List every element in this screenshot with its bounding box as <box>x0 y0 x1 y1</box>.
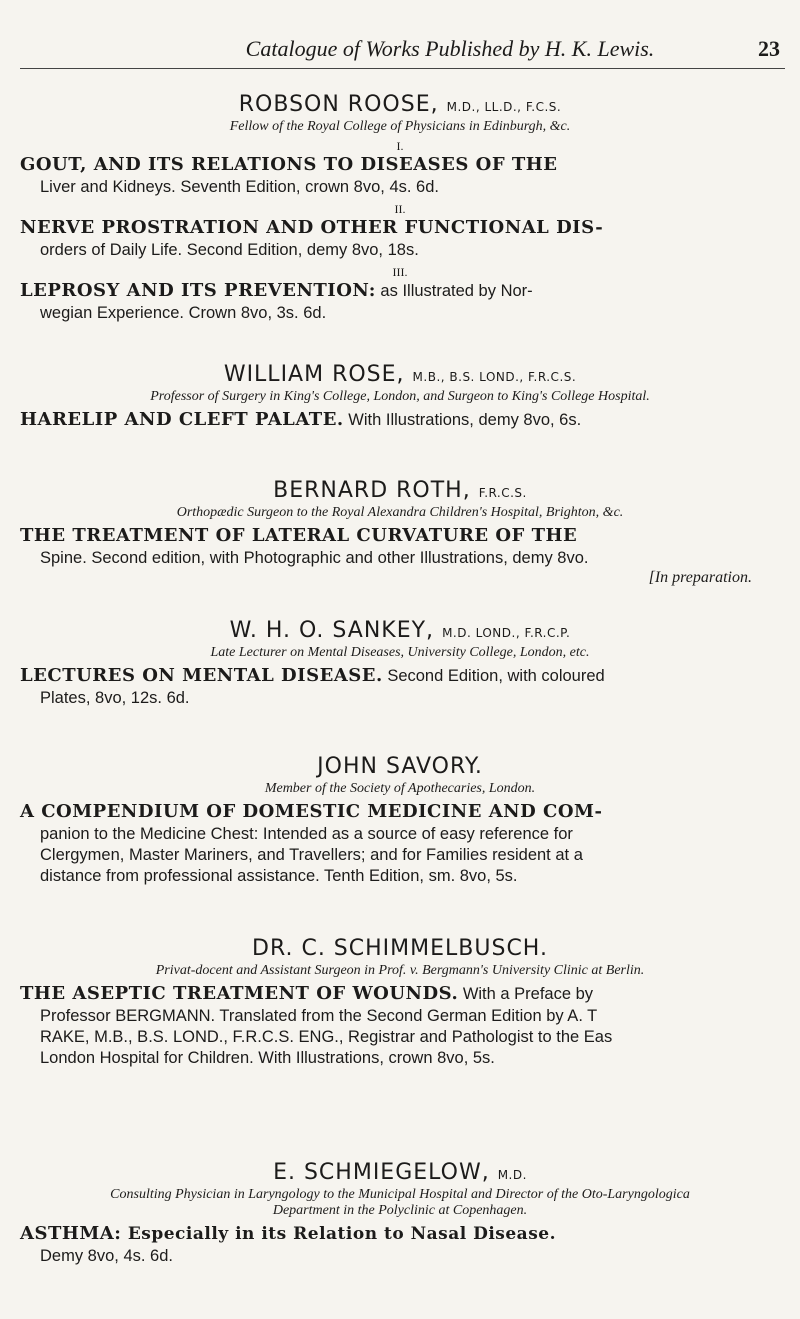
work-details: distance from professional assistance. Tenth Edition, sm. 8vo, 5s. <box>40 867 518 885</box>
author-credentials: M.D. <box>497 1168 527 1182</box>
work-item <box>0 154 800 198</box>
running-title: Catalogue of Works Published by H. K. Lewis. <box>245 36 655 61</box>
page-number: 23 <box>758 36 780 61</box>
work-details: Demy 8vo, 4s. 6d. <box>40 1247 173 1265</box>
work-numeral: I. <box>396 139 404 153</box>
work-title: THE ASEPTIC TREATMENT OF WOUNDS. <box>20 983 459 1004</box>
author-name: W. H. O. SANKEY, <box>229 618 435 643</box>
header-rule <box>20 68 785 69</box>
work-item <box>0 1223 800 1267</box>
entry-bernard-roth <box>0 478 800 587</box>
author-affiliation: Member of the Society of Apothecaries, London. <box>264 781 536 796</box>
work-title: LECTURES ON MENTAL DISEASE. <box>20 665 383 686</box>
work-title: A COMPENDIUM OF DOMESTIC MEDICINE AND COM- <box>20 801 603 822</box>
author-name: ROBSON ROOSE, <box>238 92 439 117</box>
work-details: Professor BERGMANN. Translated from the Second German Edition by A. T <box>40 1007 598 1025</box>
work-details: With Illustrations, demy 8vo, 6s. <box>343 411 582 429</box>
author-affiliation: Consulting Physician in Laryngology to the Municipal Hospital and Director of the Oto-Laryngologica <box>110 1187 690 1202</box>
author-affiliation: Professor of Surgery in King's College, London, and Surgeon to King's College Hospital. <box>150 389 650 404</box>
work-subtitle: as Illustrated by Nor- <box>375 282 533 300</box>
preparation-note: [In preparation. <box>648 569 752 586</box>
work-item <box>0 665 800 709</box>
work-title: ASTHMA: <box>20 1223 122 1244</box>
author-credentials: M.D., LL.D., F.C.S. <box>446 100 562 114</box>
author-credentials: M.D. LOND., F.R.C.P. <box>442 626 571 640</box>
work-details: orders of Daily Life. Second Edition, demy 8vo, 18s. <box>40 241 419 259</box>
work-details: Clergymen, Master Mariners, and Travellers; and for Families resident at a <box>40 846 583 864</box>
work-details: Spine. Second edition, with Photographic and other Illustrations, demy 8vo. <box>40 549 589 567</box>
work-title: THE TREATMENT OF LATERAL CURVATURE OF THE <box>20 525 578 546</box>
author-name: E. SCHMIEGELOW, <box>273 1160 490 1185</box>
work-details: panion to the Medicine Chest: Intended as a source of easy reference for <box>40 825 573 843</box>
author-affiliation: Late Lecturer on Mental Diseases, University College, London, etc. <box>210 645 590 660</box>
work-item <box>0 409 800 432</box>
author-name: BERNARD ROTH, <box>273 478 471 503</box>
entry-schimmelbusch <box>0 936 800 1069</box>
work-numeral: III. <box>392 265 408 279</box>
author-affiliation: Privat-docent and Assistant Surgeon in Prof. v. Bergmann's University Clinic at Berlin. <box>155 963 645 978</box>
work-title: HARELIP AND CLEFT PALATE. <box>20 409 344 430</box>
author-name: WILLIAM ROSE, <box>223 362 405 387</box>
work-item <box>0 983 800 1069</box>
author-credentials: M.B., B.S. LOND., F.R.C.S. <box>412 370 577 384</box>
work-title: LEPROSY AND ITS PREVENTION: <box>20 280 376 301</box>
author-affiliation: Fellow of the Royal College of Physicians in Edinburgh, &c. <box>229 119 571 134</box>
work-subtitle: Especially in its Relation to Nasal Disease. <box>121 1224 557 1244</box>
work-title: NERVE PROSTRATION AND OTHER FUNCTIONAL DIS- <box>20 217 604 238</box>
entry-schmiegelow <box>0 1160 800 1267</box>
work-details: RAKE, M.B., B.S. LOND., F.R.C.S. ENG., Registrar and Pathologist to the Eas <box>40 1028 613 1046</box>
entry-robson-roose <box>0 92 800 324</box>
author-affiliation-line2: Department in the Polyclinic at Copenhagen. <box>272 1203 528 1218</box>
author-name: JOHN SAVORY. <box>317 754 483 779</box>
entry-sankey <box>0 618 800 709</box>
work-details: London Hospital for Children. With Illustrations, crown 8vo, 5s. <box>40 1049 495 1067</box>
author-affiliation: Orthopædic Surgeon to the Royal Alexandra Children's Hospital, Brighton, &c. <box>176 505 624 520</box>
work-title: GOUT, AND ITS RELATIONS TO DISEASES OF THE <box>20 154 558 175</box>
work-subtitle: With a Preface by <box>458 985 594 1003</box>
author-name: DR. C. SCHIMMELBUSCH. <box>252 936 548 961</box>
work-item <box>0 801 800 887</box>
entry-john-savory <box>0 754 800 887</box>
work-details: Liver and Kidneys. Seventh Edition, crown 8vo, 4s. 6d. <box>40 178 439 196</box>
work-item <box>0 280 800 324</box>
work-item <box>0 525 800 587</box>
work-item <box>0 217 800 261</box>
author-credentials: F.R.C.S. <box>478 486 527 500</box>
work-subtitle: Second Edition, with coloured <box>382 667 605 685</box>
work-details: Plates, 8vo, 12s. 6d. <box>40 689 190 707</box>
work-numeral: II. <box>394 202 406 216</box>
work-details: wegian Experience. Crown 8vo, 3s. 6d. <box>40 304 327 322</box>
entry-william-rose <box>0 362 800 432</box>
